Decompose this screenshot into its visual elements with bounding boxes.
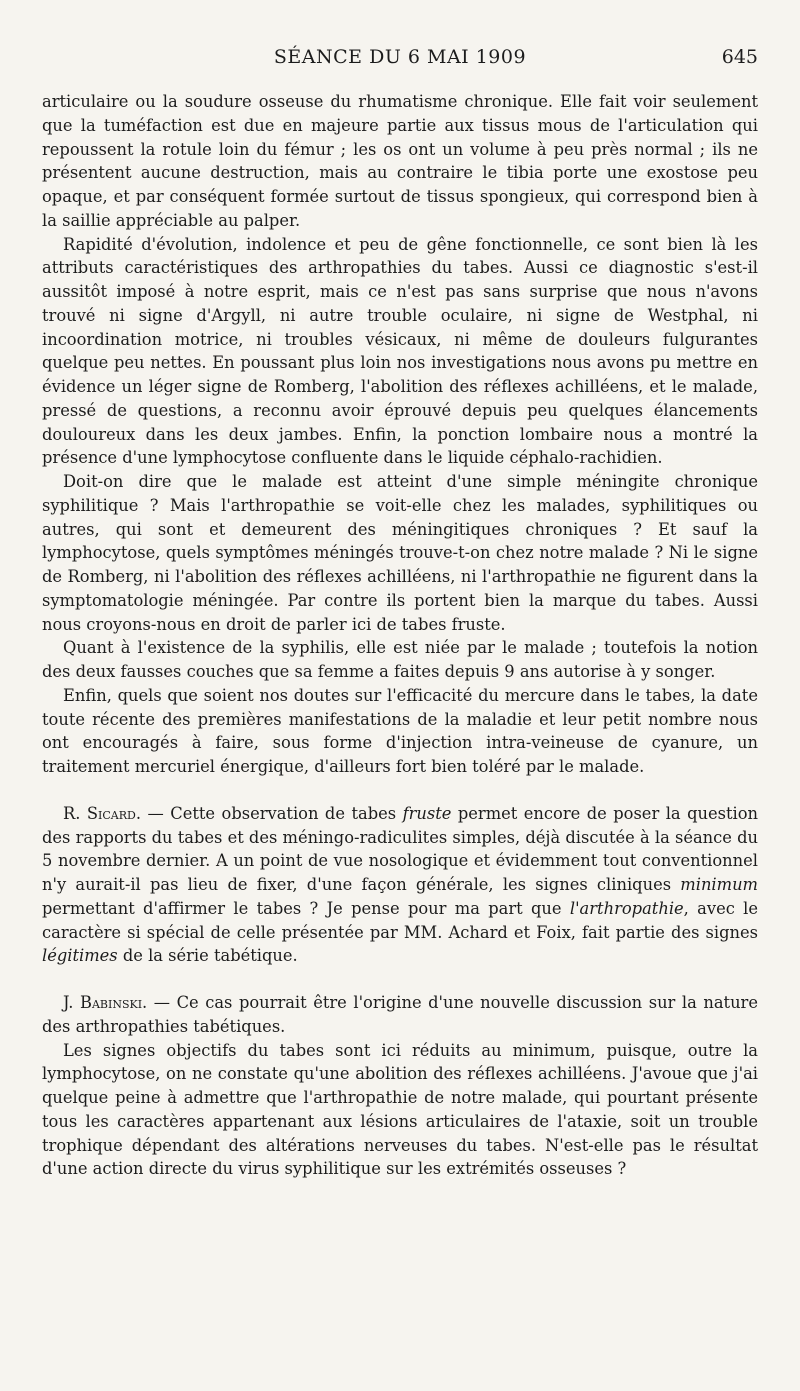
paragraph-1: articulaire ou la soudure osseuse du rhumatisme chronique. Elle fait voir seulement que la tuméfaction est due en majeure partie aux tissus mous de l'articulation qui repoussent la rotule loin du fémur ; les os ont un volume à peu près normal ; ils ne présentent aucune destruction, mais au contraire le tibia porte une exostose peu opaque, et par conséquent formée surtout de tissus spongieux, qui correspond bien à la saillie appréciable au palper.: [42, 92, 758, 230]
sicard-text-3: permettant d'affirmer le tabes ? Je pense pour ma part que: [42, 898, 570, 918]
sicard-text-2: permet encore de poser la question des rapports du tabes et des méningo-radiculites simples, déjà discutée à la séance du 5 novembre dernier. A un point de vue nosologique et évidemment tout conventionnel n'y aurait-il pas lieu de fixer, d'une façon générale, les signes cliniques: [42, 803, 759, 894]
paragraph-8: Les signes objectifs du tabes sont ici réduits au minimum, puisque, outre la lymphocytose, on ne constate qu'une abolition des réflexes achilléens. J'avoue que j'ai quelque peine à admettre que l'arthropathie de notre malade, qui pourtant présente tous les caractères appartenant aux lésions articulaires de l'ataxie, soit un trouble trophique dépendant des altérations nerveuses du tabes. N'est-elle pas le résultat d'une action directe du virus syphilitique sur les extrémités osseuses ?: [42, 1040, 758, 1179]
running-head: SÉANCE DU 6 MAI 1909: [273, 46, 527, 68]
paragraph-babinski: [42, 991, 758, 1039]
page-number: 645: [721, 46, 758, 68]
sicard-text-5: de la série tabétique.: [117, 946, 298, 966]
sicard-emphasis-1: fruste: [402, 803, 452, 823]
sicard-text-1: — Cette observation de tabes: [141, 803, 403, 823]
babinski-text: — Ce cas pourrait être l'origine d'une nouvelle discussion sur la nature des arthropathies tabétiques.: [42, 993, 758, 1036]
page-header: [42, 46, 758, 76]
sicard-emphasis-2: minimum: [680, 875, 758, 894]
speaker-sicard: R. Sicard.: [63, 803, 142, 823]
body-text: [42, 90, 758, 1181]
sicard-emphasis-4: légitimes: [42, 946, 118, 966]
speaker-babinski: J. Babinski.: [63, 993, 148, 1012]
sicard-text-4: , avec le caractère si spécial de celle présentée par MM. Achard et Foix, fait partie des signes: [42, 898, 758, 942]
paragraph-5: Enfin, quels que soient nos doutes sur l'efficacité du mercure dans le tabes, la date toute récente des premières manifestations de la maladie et leur petit nombre nous ont encouragés à faire, sous forme d'injection intra-veineuse de cyanure, un traitement mercuriel énergique, d'ailleurs fort bien toléré par le malade.: [42, 685, 758, 776]
paragraph-sicard: [42, 802, 758, 968]
paragraph-3: Doit-on dire que le malade est atteint d'une simple méningite chronique syphilitique ? Mais l'arthropathie se voit-elle chez les malades, syphilitiques ou autres, qui sont et demeurent des méningitiques chroniques ? Et sauf la lymphocytose, quels symptômes méningés trouve-t-on chez notre malade ? Ni le signe de Romberg, ni l'abolition des réflexes achilléens, ni l'arthropathie ne figurent dans la symptomatologie méningée. Par contre ils portent bien la marque du tabes. Aussi nous croyons-nous en droit de parler ici de tabes fruste.: [42, 472, 758, 634]
paragraph-4: Quant à l'existence de la syphilis, elle est niée par le malade ; toutefois la notion des deux fausses couches que sa femme a faites depuis 9 ans autorise à y songer.: [42, 638, 758, 681]
sicard-emphasis-3: l'arthropathie: [569, 898, 684, 918]
paragraph-2: Rapidité d'évolution, indolence et peu de gêne fonctionnelle, ce sont bien là les attributs caractéristiques des arthropathies du tabes. Aussi ce diagnostic s'est-il aussitôt imposé à notre esprit, mais ce n'est pas sans surprise que nous n'avons trouvé ni signe d'Argyll, ni autre trouble oculaire, ni signe de Westphal, ni incoordination motrice, ni troubles vésicaux, ni même de douleurs fulgurantes quelque peu nettes. En poussant plus loin nos investigations nous avons pu mettre en évidence un léger signe de Romberg, l'abolition des réflexes achilléens, et le malade, pressé de questions, a reconnu avoir éprouvé depuis peu quelques élancements douloureux dans les deux jambes. Enfin, la ponction lombaire nous a montré la présence d'une lymphocytose confluente dans le liquide céphalo-rachidien.: [42, 234, 758, 468]
